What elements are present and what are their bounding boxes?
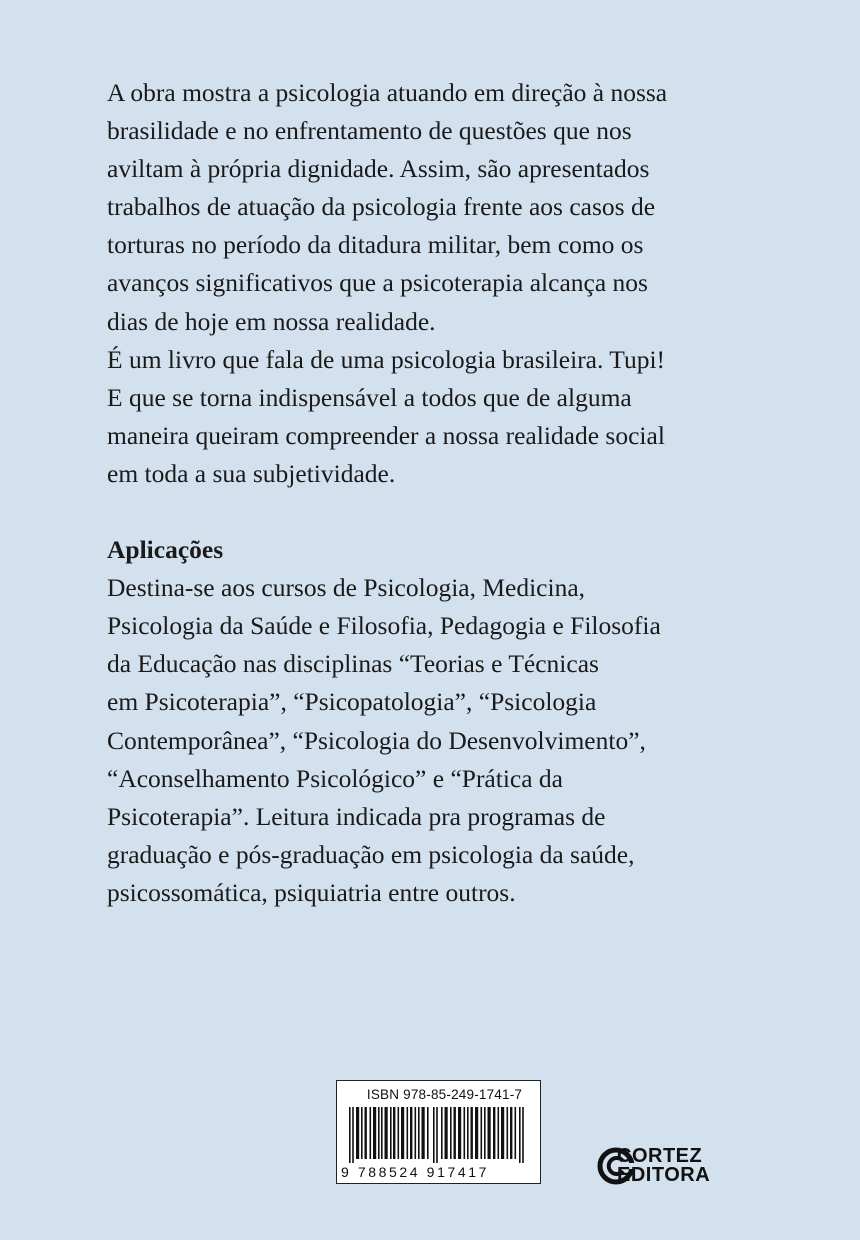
summary-paragraph <box>107 341 747 493</box>
publisher-logo <box>597 1144 737 1188</box>
description-paragraph <box>107 74 747 341</box>
text-line: avanços significativos que a psicoterapia alcança nos <box>107 268 648 298</box>
text-line: É um livro que fala de uma psicologia brasileira. Tupi! <box>107 344 666 374</box>
barcode-digits: 9 788524 917417 <box>341 1164 489 1180</box>
text-line: em toda a sua subjetividade. <box>107 458 396 488</box>
text-line: Psicoterapia”. Leitura indicada pra programas de <box>107 801 606 831</box>
text-line: “Aconselhamento Psicológico” e “Prática da <box>107 763 563 793</box>
text-line: em Psicoterapia”, “Psicopatologia”, “Psicologia <box>107 687 597 717</box>
barcode-bars <box>349 1107 529 1163</box>
paragraph-gap <box>107 493 747 531</box>
text-line: trabalhos de atuação da psicologia frente aos casos de <box>107 192 656 222</box>
text-line: brasilidade e no enfrentamento de questões que nos <box>107 116 632 146</box>
isbn-barcode <box>336 1080 541 1184</box>
text-line: Destina-se aos cursos de Psicologia, Medicina, <box>107 573 586 603</box>
text-line: torturas no período da ditadura militar, bem como os <box>107 230 644 260</box>
text-line: Contemporânea”, “Psicologia do Desenvolvimento”, <box>107 725 646 755</box>
text-line: E que se torna indispensável a todos que de alguma <box>107 382 632 412</box>
text-line: Psicologia da Saúde e Filosofia, Pedagogia e Filosofia <box>107 611 661 641</box>
isbn-label: ISBN 978-85-249-1741-7 <box>366 1087 523 1102</box>
text-line: da Educação nas disciplinas “Teorias e Técnicas <box>107 649 599 679</box>
text-line: dias de hoje em nossa realidade. <box>107 306 436 336</box>
text-line: A obra mostra a psicologia atuando em direção à nossa <box>107 78 668 107</box>
text-line: aviltam à própria dignidade. Assim, são apresentados <box>107 154 650 184</box>
text-line: maneira queiram compreender a nossa realidade social <box>107 420 665 450</box>
text-line: psicossomática, psiquiatria entre outros. <box>107 877 516 907</box>
back-cover-text <box>107 74 747 912</box>
applications-section <box>107 531 747 912</box>
publisher-label: EDITORA <box>617 1164 711 1186</box>
applications-heading: Aplicações <box>107 535 224 565</box>
publisher-name: CORTEZ <box>617 1145 703 1167</box>
text-line: graduação e pós-graduação em psicologia da saúde, <box>107 839 635 869</box>
